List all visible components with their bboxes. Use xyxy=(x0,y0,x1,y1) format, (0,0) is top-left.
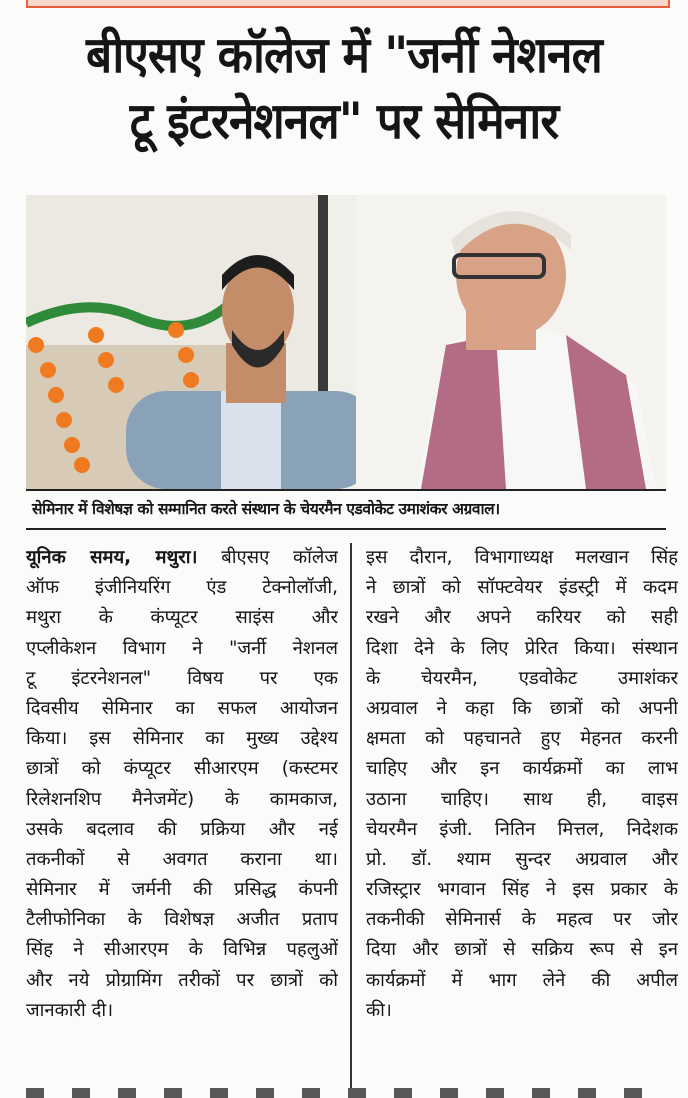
article-line: टू इंटरनेशनल" विषय पर एक xyxy=(26,667,338,689)
article-column-left xyxy=(26,543,338,1026)
photo-illustration xyxy=(26,195,666,489)
article-line: उसके बदलाव की प्रक्रिया और नई xyxy=(26,818,338,840)
article-line: दिया और छात्रों से सक्रिय रूप से इन xyxy=(366,939,678,961)
article-line: एप्लीकेशन विभाग ने "जर्नी नेशनल xyxy=(26,637,338,659)
article-line: उठाना चाहिए। साथ ही, वाइस xyxy=(366,788,678,810)
article-line: तकनीकी सेमिनार्स के महत्व पर जोर xyxy=(366,909,678,931)
column-divider xyxy=(350,543,352,1088)
dateline: यूनिक समय, मथुरा। xyxy=(26,547,198,568)
article-line: दिवसीय सेमिनार का सफल आयोजन xyxy=(26,697,338,719)
article-line: चेयरमैन इंजी. नितिन मित्तल, निदेशक xyxy=(366,818,678,840)
article-line: रिलेशनशिप मैनेजमेंट) के कामकाज, xyxy=(26,788,338,810)
article-column-right xyxy=(366,543,678,1026)
headline xyxy=(28,22,661,154)
article-line: तकनीकों से अवगत कराना था। xyxy=(26,848,338,870)
top-border-strip xyxy=(26,0,670,8)
article-line: जानकारी दी। xyxy=(26,999,114,1021)
article-line: इस दौरान, विभागाध्यक्ष मलखान सिंह xyxy=(366,547,678,568)
article-line: अग्रवाल ने कहा कि छात्रों को अपनी xyxy=(366,697,678,719)
article-line: की। xyxy=(366,999,392,1021)
article-line: रखने और अपने करियर को सही xyxy=(366,607,678,629)
article-line: के चेयरमैन, एडवोकेट उमाशंकर xyxy=(366,667,678,689)
article-line: रजिस्ट्रार भगवान सिंह ने इस प्रकार के xyxy=(366,879,678,901)
article-line: टैलीफोनिका के विशेषज्ञ अजीत प्रताप xyxy=(26,909,338,931)
article-line: सिंह ने सीआरएम के विभिन्न पहलुओं xyxy=(26,939,338,961)
article-line: सेमिनार में जर्मनी की प्रसिद्ध कंपनी xyxy=(26,879,338,901)
article-line: प्रो. डॉ. श्याम सुन्दर अग्रवाल और xyxy=(366,848,678,870)
article-line: छात्रों को कंप्यूटर सीआरएम (कस्टमर xyxy=(26,758,338,780)
article-line: दिशा देने के लिए प्रेरित किया। संस्थान xyxy=(366,637,678,659)
article-line: किया। इस सेमिनार का मुख्य उद्देश्य xyxy=(26,728,338,750)
photo-caption: सेमिनार में विशेषज्ञ को सम्मानित करते संस्थान के चेयरमैन एडवोकेट उमाशंकर अग्रवाल। xyxy=(26,489,666,530)
article-line: मथुरा के कंप्यूटर साइंस और xyxy=(26,607,338,629)
article-line-text: बीएसए कॉलेज xyxy=(197,547,338,568)
article-line: कार्यक्रमों में भाग लेने की अपील xyxy=(366,969,678,991)
article-line xyxy=(26,543,338,573)
news-photo xyxy=(26,195,666,489)
headline-line-2: टू इंटरनेशनल" पर सेमिनार xyxy=(129,92,559,150)
article-line: ने छात्रों को सॉफ्टवेयर इंडस्ट्री में कदम xyxy=(366,577,678,599)
article-line: क्षमता को पहचानते हुए मेहनत करनी xyxy=(366,728,678,750)
next-headline-fragment xyxy=(26,1088,666,1098)
article-line: ऑफ इंजीनियरिंग एंड टेक्नोलॉजी, xyxy=(26,577,338,599)
article-line: और नये प्रोग्रामिंग तरीकों पर छात्रों को xyxy=(26,969,338,991)
headline-line-1: बीएसए कॉलेज में "जर्नी नेशनल xyxy=(86,26,602,84)
article-line: चाहिए और इन कार्यक्रमों का लाभ xyxy=(366,758,678,780)
